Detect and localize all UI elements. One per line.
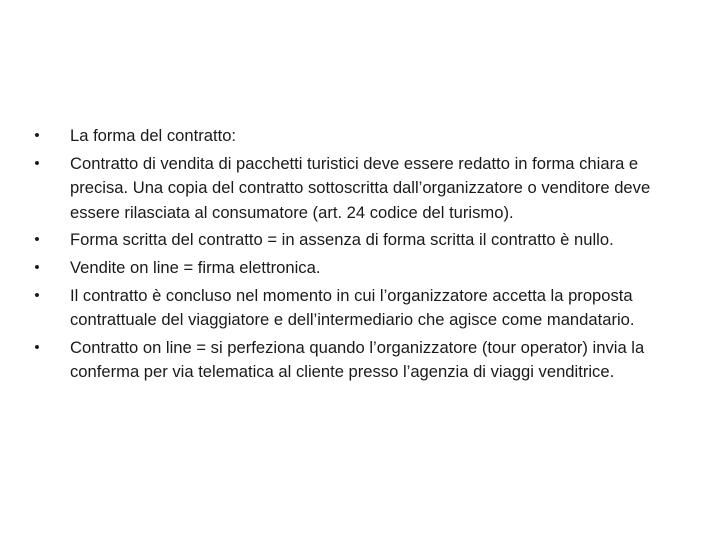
bullet-item bbox=[30, 336, 690, 385]
bullet-text: Contratto di vendita di pacchetti turistici deve essere redatto in forma chiara e precisa. Una copia del contratto sottoscritta dall’organizzatore o venditore deve essere rilasciata al consumatore (art. 24 codice del turismo). bbox=[70, 153, 651, 222]
bullet-text: Forma scritta del contratto = in assenza di forma scritta il contratto è nullo. bbox=[70, 230, 614, 250]
bullet-item bbox=[30, 124, 690, 149]
bullet-icon: • bbox=[34, 154, 40, 172]
bullet-text: Contratto on line = si perfeziona quando l’organizzatore (tour operator) invia la conferma per via telematica al cliente presso l’agenzia di viaggi venditrice. bbox=[70, 337, 645, 382]
bullet-item bbox=[30, 228, 690, 253]
bullet-icon: • bbox=[34, 258, 40, 276]
bullet-list bbox=[30, 124, 690, 388]
bullet-text: Vendite on line = firma elettronica. bbox=[70, 257, 321, 277]
bullet-item bbox=[30, 284, 690, 333]
bullet-icon: • bbox=[34, 127, 40, 144]
bullet-icon: • bbox=[34, 286, 40, 304]
bullet-item bbox=[30, 152, 690, 226]
bullet-icon: • bbox=[34, 231, 40, 249]
bullet-text: Il contratto è concluso nel momento in cui l’organizzatore accetta la proposta contrattuale del viaggiatore e dell’intermediario che agisce come mandatario. bbox=[70, 285, 635, 330]
bullet-text: La forma del contratto: bbox=[70, 126, 237, 145]
bullet-item bbox=[30, 256, 690, 281]
bullet-icon: • bbox=[34, 338, 40, 356]
